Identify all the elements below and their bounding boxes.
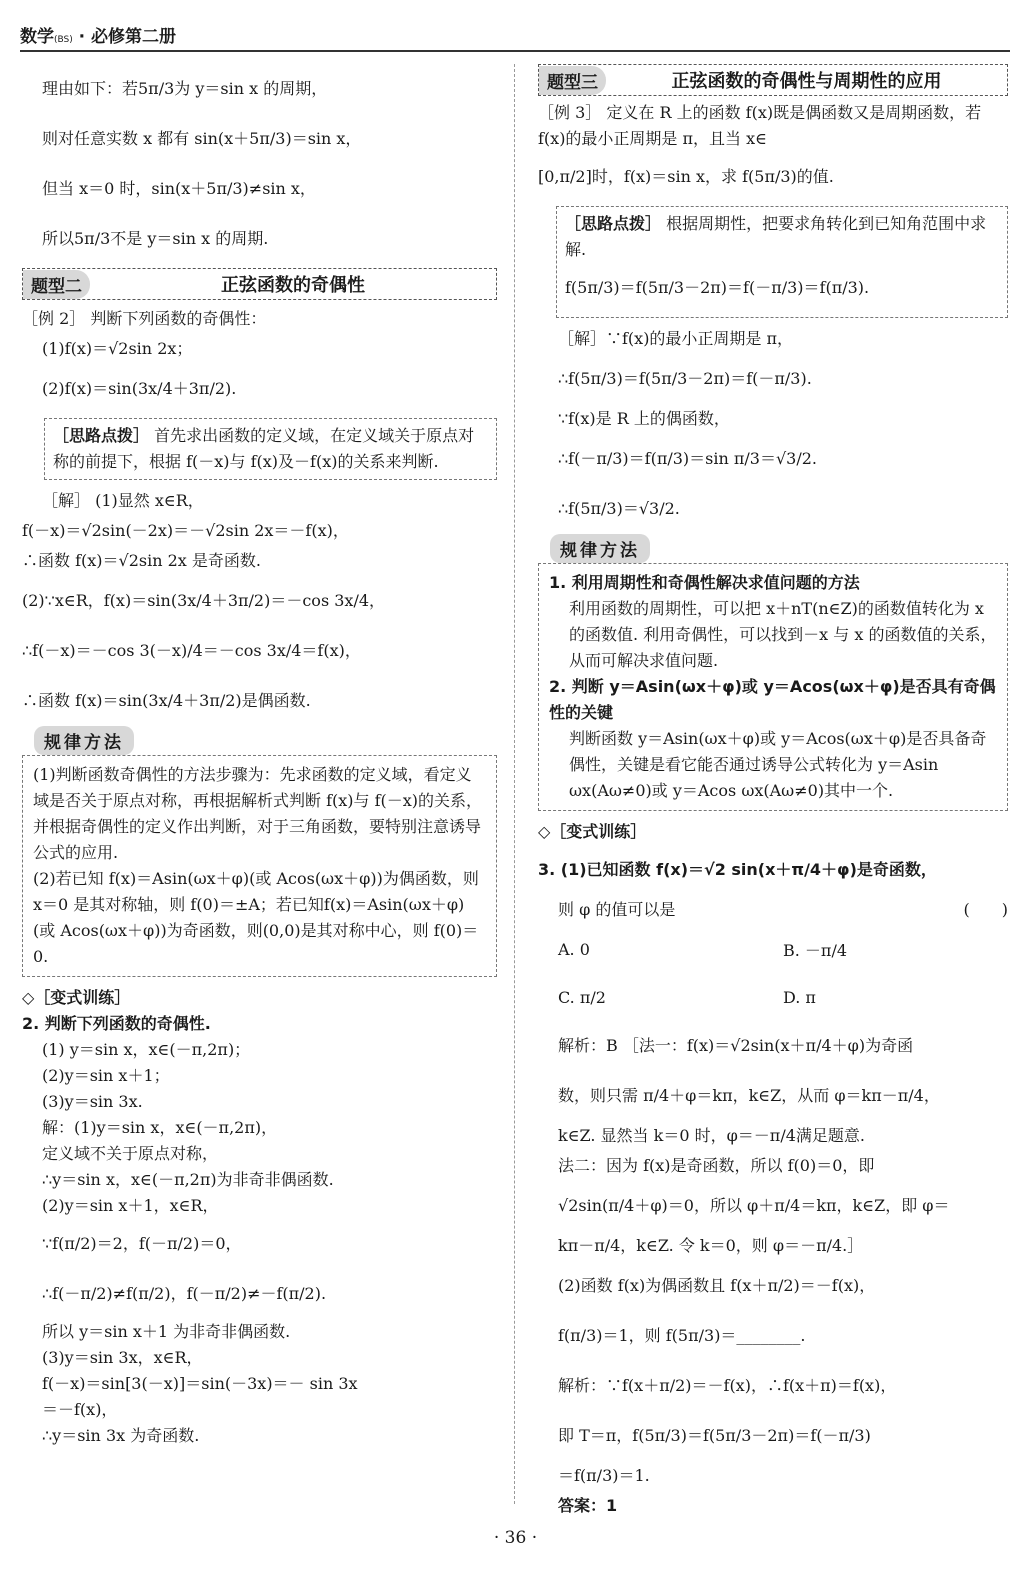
section-tag: 题型三 — [539, 66, 606, 95]
practice-label: ◇［变式训练］ — [22, 988, 131, 1007]
answer-paren: ( ) — [963, 900, 1008, 919]
practice-solution: 解：(1)y＝sin x，x∈(－π,2π)， — [42, 1118, 278, 1137]
practice-question: f(π/3)＝1，则 f(5π/3)＝________. — [558, 1326, 806, 1345]
solution-line: f(－x)＝√2sin(－2x)＝－√2sin 2x＝－f(x)， — [22, 521, 349, 540]
choice-row — [538, 973, 1008, 1021]
choice-c: C. π/2 — [558, 987, 606, 1007]
practice-item: (1) y＝sin x，x∈(－π,2π)； — [42, 1040, 251, 1059]
practice-solution: 解析：B ［法一：f(x)＝√2sin(x＋π/4＋φ)为奇函 — [558, 1036, 914, 1055]
page-header — [20, 22, 1010, 52]
right-column — [538, 64, 1008, 1521]
column-divider — [514, 64, 515, 1504]
section-heading — [22, 268, 497, 300]
solution-line: ［解］∵f(x)的最小正周期是 π， — [558, 329, 794, 348]
hint-box — [556, 206, 1008, 318]
practice-solution: ∴y＝sin 3x 为奇函数. — [42, 1426, 200, 1445]
practice-solution: kπ－π/4，k∈Z. 令 k＝0，则 φ＝－π/4.］ — [558, 1236, 864, 1255]
method-label: 规律方法 — [34, 726, 134, 755]
solution-line: ∵f(x)是 R 上的偶函数， — [558, 409, 730, 428]
intro-line: 所以5π/3不是 y＝sin x 的周期. — [42, 229, 269, 248]
choice-a: A. 0 — [558, 939, 590, 959]
choice-row — [538, 925, 1008, 973]
choice-d: D. π — [783, 987, 816, 1007]
page-number: · 36 · — [493, 1528, 538, 1548]
method-box — [538, 563, 1008, 811]
practice-solution: k∈Z. 显然当 k＝0 时，φ＝－π/4满足题意. — [558, 1126, 865, 1145]
practice-solution: ∴y＝sin x，x∈(－π,2π)为非奇非偶函数. — [42, 1170, 334, 1189]
practice-question: 3. (1)已知函数 f(x)＝√2 sin(x＋π/4＋φ)是奇函数， — [538, 860, 937, 879]
method-label-wrap — [34, 726, 497, 755]
intro-line: 但当 x＝0 时，sin(x＋5π/3)≠sin x， — [42, 179, 316, 198]
book-title: 数学(BS) · 必修第二册 — [20, 27, 177, 47]
practice-question: (2)函数 f(x)为偶函数且 f(x＋π/2)＝－f(x)， — [558, 1276, 876, 1295]
practice-item: (2)y＝sin x＋1； — [42, 1066, 170, 1085]
solution-line: ∴函数 f(x)＝√2sin 2x 是奇函数. — [22, 551, 261, 570]
example-title: [0,π/2]时，f(x)＝sin x，求 f(5π/3)的值. — [538, 167, 834, 186]
practice-solution: ＝f(π/3)＝1. — [558, 1466, 650, 1485]
practice-solution: √2sin(π/4＋φ)＝0，所以 φ＋π/4＝kπ，k∈Z，即 φ＝ — [558, 1196, 950, 1215]
left-column — [22, 64, 497, 1449]
hint-box — [44, 418, 497, 480]
method-label: 规律方法 — [550, 534, 650, 563]
practice-solution: ∴f(－π/2)≠f(π/2)，f(－π/2)≠－f(π/2). — [42, 1284, 327, 1303]
solution-line: ∴函数 f(x)＝sin(3x/4＋3π/2)是偶函数. — [22, 691, 311, 710]
practice-solution: (3)y＝sin 3x，x∈R， — [42, 1348, 203, 1367]
method-text: 判断函数 y＝Asin(ωx＋φ)或 y＝Acos(ωx＋φ)是否具备奇偶性，关键是看它能否通过诱导公式转化为 y＝Asin ωx(Aω≠0)或 y＝Acos ωx(Aω≠0)其中一个. — [569, 729, 987, 800]
hint-equation: f(5π/3)＝f(5π/3－2π)＝f(－π/3)＝f(π/3). — [565, 278, 870, 297]
hint-text: ［思路点拨］ 根据周期性，把要求角转化到已知角范围中求解. — [565, 214, 987, 259]
solution-line: (2)∵x∈R，f(x)＝sin(3x/4＋3π/2)＝－cos 3x/4， — [22, 591, 386, 610]
practice-solution: ∵f(π/2)＝2，f(－π/2)＝0， — [42, 1234, 242, 1253]
section-heading — [538, 64, 1008, 96]
practice-title: 2. 判断下列函数的奇偶性. — [22, 1014, 211, 1033]
solution-line: ［解］ (1)显然 x∈R， — [42, 491, 204, 510]
solution-line: ∴f(－π/3)＝f(π/3)＝sin π/3＝√3/2. — [558, 449, 818, 468]
practice-solution: 定义域不关于原点对称， — [42, 1144, 219, 1163]
method-text: 利用函数的周期性，可以把 x＋nT(n∈Z)的函数值转化为 x 的函数值. 利用奇偶性，可以找到－x 与 x 的函数值的关系，从而可解决求值问题. — [569, 599, 997, 670]
method-heading: 2. 判断 y＝Asin(ωx＋φ)或 y＝Acos(ωx＋φ)是否具有奇偶性的关键 — [549, 677, 996, 722]
hint-text: ［思路点拨］ 首先求出函数的定义域，在定义域关于原点对称的前提下，根据 f(－x)与 f(x)及－f(x)的关系来判断. — [53, 426, 475, 471]
practice-solution: f(－x)＝sin[3(－x)]＝sin(－3x)＝－ sin 3x — [42, 1374, 358, 1393]
intro-line: 则对任意实数 x 都有 sin(x＋5π/3)＝sin x， — [42, 129, 362, 148]
practice-solution: 数，则只需 π/4＋φ＝kπ，k∈Z，从而 φ＝kπ－π/4， — [558, 1086, 940, 1105]
solution-line: ∴f(5π/3)＝f(5π/3－2π)＝f(－π/3). — [558, 369, 812, 388]
example-question: (1)f(x)＝√2sin 2x； — [42, 339, 193, 358]
practice-question: 则 φ 的值可以是 ( ) — [558, 900, 1008, 919]
method-heading: 1. 利用周期性和奇偶性解决求值问题的方法 — [549, 573, 860, 592]
practice-solution: 即 T＝π，f(5π/3)＝f(5π/3－2π)＝f(－π/3) — [558, 1426, 871, 1445]
example-title: ［例 3］ 定义在 R 上的函数 f(x)既是偶函数又是周期函数，若 f(x)的最小正周期是 π，且当 x∈ — [538, 103, 982, 148]
practice-label: ◇［变式训练］ — [538, 822, 647, 841]
solution-line: ∴f(－x)＝－cos 3(－x)/4＝－cos 3x/4＝f(x)， — [22, 641, 361, 660]
method-box — [22, 755, 497, 977]
section-tag: 题型二 — [23, 270, 90, 299]
method-label-wrap — [550, 534, 1008, 563]
intro-line: 理由如下：若5π/3为 y＝sin x 的周期， — [42, 79, 328, 98]
section-title: 正弦函数的奇偶性 — [221, 275, 365, 296]
practice-solution: ＝－f(x)， — [42, 1400, 118, 1419]
answer-line: 答案：1 — [558, 1496, 618, 1515]
example-title: ［例 2］ 判断下列函数的奇偶性： — [22, 309, 267, 328]
practice-solution: (2)y＝sin x＋1，x∈R， — [42, 1196, 219, 1215]
example-question: (2)f(x)＝sin(3x/4＋3π/2). — [42, 379, 237, 398]
practice-solution: 解析：∵f(x＋π/2)＝－f(x)，∴f(x＋π)＝f(x)， — [558, 1376, 897, 1395]
practice-item: (3)y＝sin 3x. — [42, 1092, 143, 1111]
solution-line: ∴f(5π/3)＝√3/2. — [558, 499, 680, 518]
choice-b: B. －π/4 — [783, 940, 848, 960]
method-text: (1)判断函数奇偶性的方法步骤为：先求函数的定义域，看定义域是否关于原点对称，再根据解析式判断 f(x)与 f(－x)的关系，并根据奇偶性的定义作出判断，对于三角函数，要特别注意诱导公式的应用. — [33, 765, 483, 862]
method-text: (2)若已知 f(x)＝Asin(ωx＋φ)(或 Acos(ωx＋φ))为偶函数，则 x＝0 是其对称轴，则 f(0)＝±A；若已知f(x)＝Asin(ωx＋φ)(或 Acos(ωx＋φ))为奇函数，则(0,0)是其对称中心，则 f(0)＝0. — [33, 869, 479, 966]
section-title: 正弦函数的奇偶性与周期性的应用 — [671, 71, 942, 92]
practice-solution: 所以 y＝sin x＋1 为非奇非偶函数. — [42, 1322, 291, 1341]
practice-solution: 法二：因为 f(x)是奇函数，所以 f(0)＝0，即 — [558, 1156, 875, 1175]
